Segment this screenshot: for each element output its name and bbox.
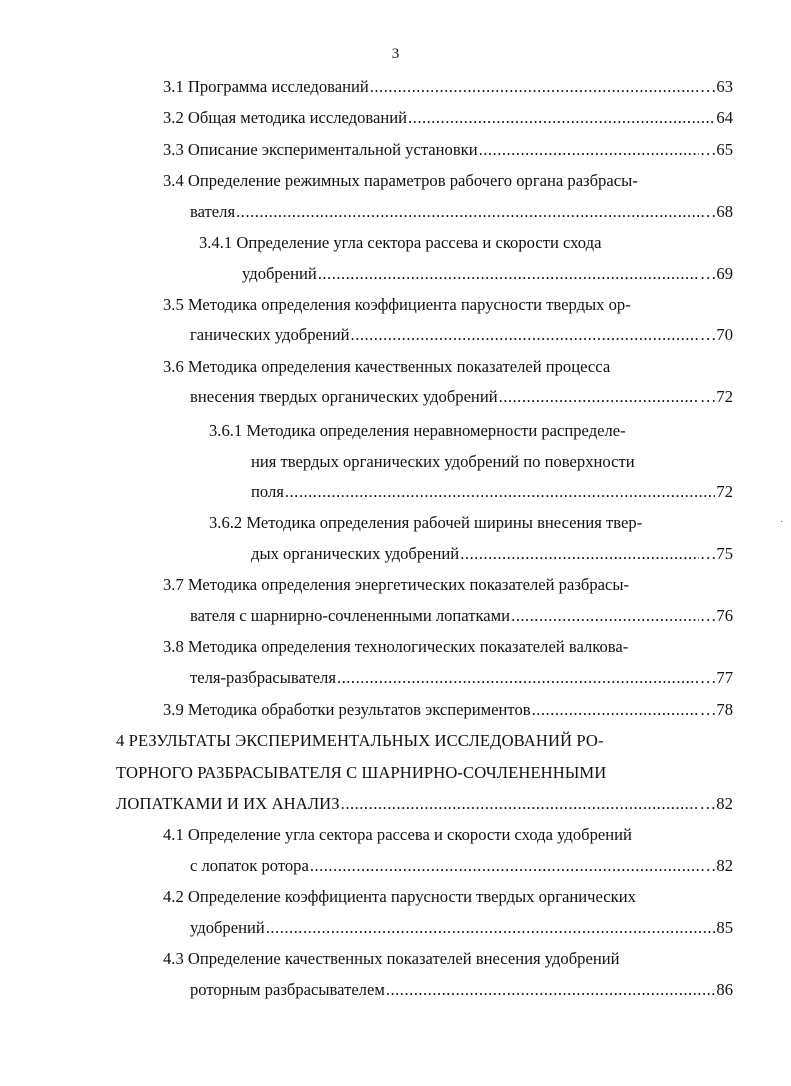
dot-leader (370, 74, 699, 100)
toc-entry-text: 3.6.2 Методика определения рабочей ширины внесения твер- (209, 513, 643, 532)
toc-entry-text: ганических удобрений (190, 325, 350, 344)
dot-leader (499, 384, 699, 410)
toc-entry-text: теля-разбрасывателя (190, 668, 336, 687)
toc-page-number: …69 (699, 264, 733, 283)
toc-entry-text: 3.8 Методика определения технологических показателей валкова- (163, 637, 629, 656)
toc-entry-4-3 (163, 946, 733, 972)
dot-leader (351, 322, 699, 348)
toc-entry-3-8 (163, 634, 733, 660)
toc-page-number: …65 (699, 140, 733, 159)
dot-leader (408, 105, 715, 131)
toc-entry-4-3-cont (190, 977, 733, 1003)
toc-entry-text: ТОРНОГО РАЗБРАСЫВАТЕЛЯ С ШАРНИРНО-СОЧЛЕНЕННЫМИ (116, 763, 607, 782)
toc-entry-3-6 (163, 354, 733, 380)
toc-entry-text: ния твердых органических удобрений по поверхности (251, 452, 635, 471)
toc-entry-3-6-1 (209, 418, 733, 444)
toc-page-number: …82 (699, 856, 733, 875)
toc-page-number: 85 (716, 918, 733, 937)
toc-entry-text: 3.1 Программа исследований (163, 77, 369, 96)
toc-entry-4-2-cont (190, 915, 733, 941)
toc-entry-3-8-cont (190, 665, 733, 691)
toc-entry-3-4 (163, 168, 733, 194)
dot-leader (341, 791, 699, 817)
dot-leader (386, 977, 716, 1003)
toc-entry-text: с лопаток ротора (190, 856, 309, 875)
dot-leader (310, 853, 699, 879)
toc-entry-text: 3.6.1 Методика определения неравномерности распределе- (209, 421, 626, 440)
toc-entry-3-6-1-cont (251, 449, 733, 475)
toc-entry-text: 3.6 Методика определения качественных показателей процесса (163, 357, 611, 376)
toc-page-number: 72 (716, 482, 733, 501)
toc-entry-text: поля (251, 482, 284, 501)
toc-chapter-4 (116, 728, 733, 754)
toc-page-number: …77 (699, 668, 733, 687)
toc-chapter-4-cont (116, 760, 733, 786)
toc-entry-text: дых органических удобрений (251, 544, 460, 563)
toc-entry-3-5-cont (190, 322, 733, 348)
toc-entry-3-7-cont (190, 603, 733, 629)
toc-entry-text: удобрений (190, 918, 265, 937)
page-number: 3 (391, 46, 400, 62)
toc-entry-text: ЛОПАТКАМИ И ИХ АНАЛИЗ (116, 794, 340, 813)
toc-page-number: …68 (699, 202, 733, 221)
dot-leader (532, 697, 699, 723)
toc-entry-text: удобрений (242, 264, 317, 283)
toc-entry-text: 3.4 Определение режимных параметров рабочего органа разбрасы- (163, 171, 638, 190)
dot-leader (511, 603, 699, 629)
toc-entry-text: 3.3 Описание экспериментальной установки (163, 140, 478, 159)
dot-leader (479, 137, 699, 163)
toc-entry-3-3 (163, 137, 733, 163)
toc-entry-3-4-1 (199, 230, 733, 256)
toc-entry-3-5 (163, 292, 733, 318)
toc-entry-4-1-cont (190, 853, 733, 879)
toc-entry-text: вателя (190, 202, 236, 221)
toc-chapter-4-cont2 (116, 791, 733, 817)
toc-entry-text: 3.4.1 Определение угла сектора рассева и скорости схода (199, 233, 602, 252)
dot-leader (236, 199, 699, 225)
dot-leader (460, 541, 699, 567)
toc-entry-3-7 (163, 572, 733, 598)
toc-page-number: …72 (699, 387, 733, 406)
toc-page-number: …76 (699, 606, 733, 625)
dot-leader (337, 665, 699, 691)
toc-entry-text: 4.2 Определение коэффициента парусности твердых органических (163, 887, 636, 906)
toc-entry-text: внесения твердых органических удобрений (190, 387, 498, 406)
toc-entry-3-1 (163, 74, 733, 100)
toc-entry-3-2 (163, 105, 733, 131)
toc-page-number: …75 (699, 544, 733, 563)
toc-entry-text: 4 РЕЗУЛЬТАТЫ ЭКСПЕРИМЕНТАЛЬНЫХ ИССЛЕДОВАНИЙ РО- (116, 731, 604, 750)
toc-entry-3-9 (163, 697, 733, 723)
scan-artifact: · (780, 517, 784, 528)
toc-page-number: …63 (699, 77, 733, 96)
toc-entry-text: вателя с шарнирно-сочлененными лопатками (190, 606, 511, 625)
toc-entry-text: 4.3 Определение качественных показателей внесения удобрений (163, 949, 620, 968)
toc-entry-text: 3.5 Методика определения коэффициента парусности твердых ор- (163, 295, 631, 314)
dot-leader (266, 915, 716, 941)
toc-page-number: 64 (716, 108, 733, 127)
toc-page-number: 86 (716, 980, 733, 999)
toc-entry-text: роторным разбрасывателем (190, 980, 385, 999)
toc-entry-text: 3.7 Методика определения энергетических показателей разбрасы- (163, 575, 630, 594)
scan-artifact: ʼ (259, 250, 263, 261)
toc-entry-4-2 (163, 884, 733, 910)
dot-leader (285, 479, 716, 505)
toc-entry-3-6-1-cont2 (251, 479, 733, 505)
toc-entry-text: 4.1 Определение угла сектора рассева и скорости схода удобрений (163, 825, 632, 844)
toc-entry-3-6-2-cont (251, 541, 733, 567)
toc-entry-text: 3.9 Методика обработки результатов экспериментов (163, 700, 531, 719)
toc-entry-3-4-1-cont (242, 261, 733, 287)
toc-page-number: …70 (699, 325, 733, 344)
toc-entry-3-6-cont (190, 384, 733, 410)
toc-entry-4-1 (163, 822, 733, 848)
toc-entry-3-6-2 (209, 510, 733, 536)
toc-entry-3-4-cont (190, 199, 733, 225)
toc-page-number: …82 (699, 794, 733, 813)
dot-leader (318, 261, 699, 287)
toc-page-number: …78 (699, 700, 733, 719)
toc-entry-text: 3.2 Общая методика исследований (163, 108, 408, 127)
